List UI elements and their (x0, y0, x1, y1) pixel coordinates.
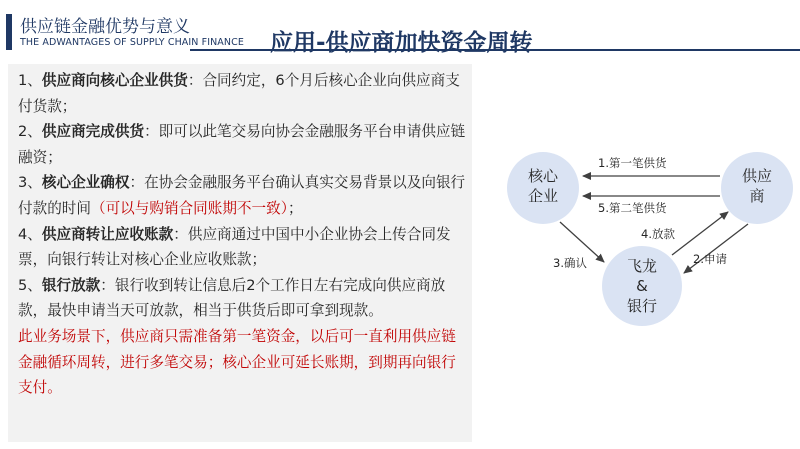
arrow-loan (672, 212, 728, 255)
step-text: 即可以此笔交易向协会金融服务平台申请供应链融资； (18, 123, 466, 166)
core-label-line1: 核心 (527, 167, 558, 185)
step-separator: ： (173, 225, 188, 243)
bank-label-line3: 银行 (626, 297, 657, 315)
step-tail: ； (288, 199, 303, 217)
step-title: 供应商完成供货 (41, 123, 145, 141)
section-subtitle: THE ADWANTAGES OF SUPPLY CHAIN FINANCE (20, 37, 244, 48)
edge-label-apply: 2.申请 (693, 252, 727, 266)
page-title: 应用-供应商加快资金周转 (270, 30, 533, 56)
bank-label-line1: 飞龙 (626, 257, 657, 275)
step-title: 银行放款 (41, 276, 101, 294)
core-label-line2: 企业 (527, 187, 558, 205)
edge-label-loan: 4.放款 (641, 227, 675, 241)
core-enterprise-label (513, 166, 573, 206)
edge-label-second-supply: 5.第二笔供货 (598, 201, 667, 215)
step-text: 合同约定，6个月后核心企业向供应商支付货款； (18, 72, 460, 115)
supplier-label-line2: 商 (749, 187, 765, 205)
bank-label (612, 256, 672, 316)
supplier-label (727, 166, 787, 206)
bank-label-line2: & (636, 277, 648, 295)
step-text: 供应商通过中国中小企业协会上传合同发票，向银行转让对核心企业应收账款； (18, 225, 451, 269)
step-text: 在协会金融服务平台确认真实交易背景以及向银行付款的时间 (18, 174, 466, 217)
step-title: 核心企业确权 (41, 174, 130, 192)
step-text: 银行收到转让信息后2个工作日左右完成向供应商放款，最快申请当天可放款，相当于供货后即可拿到现款。 (18, 276, 446, 320)
edge-label-confirm: 3.确认 (553, 256, 587, 270)
step-separator: ： (144, 123, 159, 141)
step-number: 5、 (18, 276, 42, 294)
step-number: 3、 (18, 174, 42, 192)
step-separator: ： (100, 276, 115, 294)
step-number: 2、 (18, 123, 42, 141)
step-separator: ： (129, 174, 145, 192)
step-number: 4、 (18, 225, 42, 243)
edge-label-first-supply: 1.第一笔供货 (598, 156, 667, 170)
step-title: 供应商转让应收账款 (41, 225, 174, 243)
step-number: 1、 (18, 72, 42, 89)
step-note: （可以与购销合同账期不一致） (90, 199, 288, 217)
supplier-label-line1: 供应 (741, 167, 772, 185)
step-title: 供应商向核心企业供货 (41, 72, 188, 89)
section-title: 供应链金融优势与意义 (20, 17, 190, 37)
step-separator: ： (187, 72, 203, 89)
summary-text: 此业务场景下，供应商只需准备第一笔资金，以后可一直利用供应链金融循环周转，进行多笔交易；核心企业可延长账期，到期再向银行支付。 (18, 327, 456, 397)
